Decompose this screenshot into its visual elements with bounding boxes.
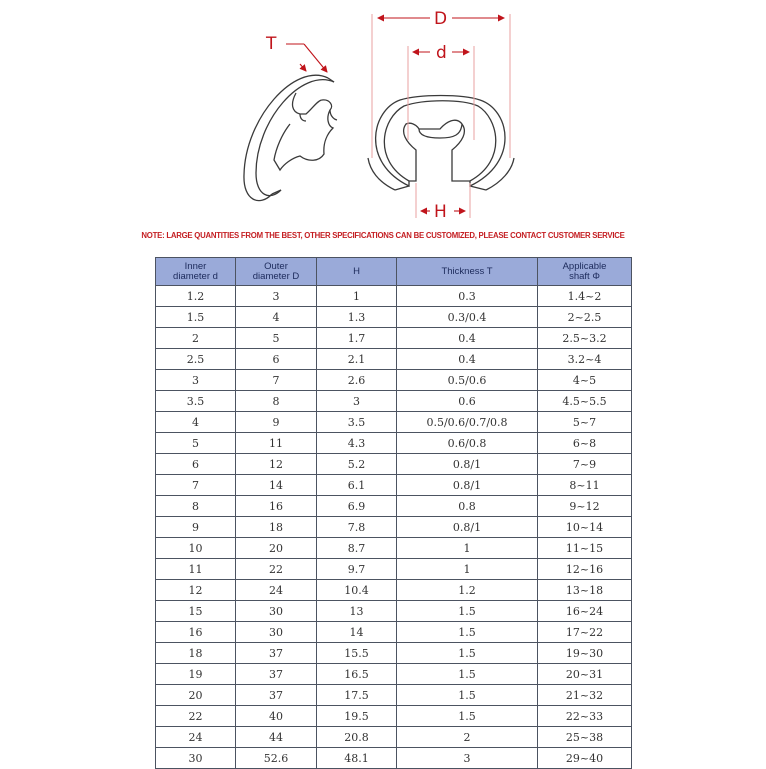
cell-outer-diameter: 14 bbox=[236, 475, 317, 496]
cell-h: 2.1 bbox=[317, 349, 397, 370]
cell-inner-diameter: 2.5 bbox=[156, 349, 236, 370]
cell-thickness: 0.4 bbox=[397, 328, 538, 349]
cell-thickness: 0.3 bbox=[397, 286, 538, 307]
table-row bbox=[156, 706, 632, 727]
cell-h: 7.8 bbox=[317, 517, 397, 538]
cell-h: 20.8 bbox=[317, 727, 397, 748]
cell-applicable-shaft: 10~14 bbox=[538, 517, 632, 538]
cell-applicable-shaft: 21~32 bbox=[538, 685, 632, 706]
table-row bbox=[156, 286, 632, 307]
cell-inner-diameter: 1.5 bbox=[156, 307, 236, 328]
cell-inner-diameter: 6 bbox=[156, 454, 236, 475]
cell-h: 1.7 bbox=[317, 328, 397, 349]
cell-thickness: 0.4 bbox=[397, 349, 538, 370]
cell-h: 5.2 bbox=[317, 454, 397, 475]
table-row bbox=[156, 685, 632, 706]
cell-applicable-shaft: 16~24 bbox=[538, 601, 632, 622]
thickness-dimension bbox=[265, 34, 327, 72]
cell-thickness: 1.2 bbox=[397, 580, 538, 601]
cell-inner-diameter: 18 bbox=[156, 643, 236, 664]
table-row bbox=[156, 748, 632, 769]
table-row bbox=[156, 412, 632, 433]
cell-outer-diameter: 52.6 bbox=[236, 748, 317, 769]
table-row bbox=[156, 580, 632, 601]
cell-inner-diameter: 1.2 bbox=[156, 286, 236, 307]
cell-outer-diameter: 22 bbox=[236, 559, 317, 580]
cell-h: 3 bbox=[317, 391, 397, 412]
cell-h: 14 bbox=[317, 622, 397, 643]
cell-outer-diameter: 30 bbox=[236, 601, 317, 622]
table-row bbox=[156, 727, 632, 748]
table-row bbox=[156, 370, 632, 391]
cell-h: 13 bbox=[317, 601, 397, 622]
table-row bbox=[156, 559, 632, 580]
cell-h: 1.3 bbox=[317, 307, 397, 328]
cell-outer-diameter: 24 bbox=[236, 580, 317, 601]
cell-outer-diameter: 11 bbox=[236, 433, 317, 454]
cell-inner-diameter: 30 bbox=[156, 748, 236, 769]
cell-outer-diameter: 44 bbox=[236, 727, 317, 748]
cell-inner-diameter: 10 bbox=[156, 538, 236, 559]
table-row bbox=[156, 307, 632, 328]
cell-h: 2.6 bbox=[317, 370, 397, 391]
label-outer-d: D bbox=[434, 9, 448, 29]
table-row bbox=[156, 454, 632, 475]
e-clip-diagram bbox=[0, 0, 766, 228]
table-row bbox=[156, 517, 632, 538]
cell-inner-diameter: 9 bbox=[156, 517, 236, 538]
cell-outer-diameter: 20 bbox=[236, 538, 317, 559]
cell-applicable-shaft: 2.5~3.2 bbox=[538, 328, 632, 349]
cell-inner-diameter: 7 bbox=[156, 475, 236, 496]
table-row bbox=[156, 496, 632, 517]
cell-applicable-shaft: 11~15 bbox=[538, 538, 632, 559]
cell-thickness: 0.8 bbox=[397, 496, 538, 517]
cell-outer-diameter: 7 bbox=[236, 370, 317, 391]
cell-h: 6.9 bbox=[317, 496, 397, 517]
table-row bbox=[156, 349, 632, 370]
cell-thickness: 2 bbox=[397, 727, 538, 748]
cell-h: 19.5 bbox=[317, 706, 397, 727]
cell-applicable-shaft: 4.5~5.5 bbox=[538, 391, 632, 412]
header-applicable-shaft: Applicable shaft Φ bbox=[538, 258, 632, 286]
cell-outer-diameter: 18 bbox=[236, 517, 317, 538]
cell-outer-diameter: 16 bbox=[236, 496, 317, 517]
specification-table bbox=[155, 257, 632, 769]
table-row bbox=[156, 328, 632, 349]
h-dimension bbox=[416, 183, 470, 222]
cell-inner-diameter: 22 bbox=[156, 706, 236, 727]
cell-applicable-shaft: 6~8 bbox=[538, 433, 632, 454]
cell-outer-diameter: 3 bbox=[236, 286, 317, 307]
cell-inner-diameter: 4 bbox=[156, 412, 236, 433]
cell-outer-diameter: 37 bbox=[236, 664, 317, 685]
inner-diameter-dimension bbox=[408, 43, 474, 140]
cell-h: 9.7 bbox=[317, 559, 397, 580]
cell-applicable-shaft: 13~18 bbox=[538, 580, 632, 601]
cell-applicable-shaft: 29~40 bbox=[538, 748, 632, 769]
table-row bbox=[156, 601, 632, 622]
cell-thickness: 3 bbox=[397, 748, 538, 769]
cell-applicable-shaft: 22~33 bbox=[538, 706, 632, 727]
cell-applicable-shaft: 5~7 bbox=[538, 412, 632, 433]
cell-inner-diameter: 12 bbox=[156, 580, 236, 601]
label-h: H bbox=[434, 202, 447, 222]
cell-thickness: 1.5 bbox=[397, 706, 538, 727]
table-row bbox=[156, 538, 632, 559]
table-row bbox=[156, 664, 632, 685]
cell-inner-diameter: 16 bbox=[156, 622, 236, 643]
header-thickness: Thickness T bbox=[397, 258, 538, 286]
cell-inner-diameter: 11 bbox=[156, 559, 236, 580]
cell-h: 4.3 bbox=[317, 433, 397, 454]
cell-outer-diameter: 12 bbox=[236, 454, 317, 475]
cell-inner-diameter: 5 bbox=[156, 433, 236, 454]
cell-thickness: 0.8/1 bbox=[397, 517, 538, 538]
cell-inner-diameter: 19 bbox=[156, 664, 236, 685]
cell-inner-diameter: 3 bbox=[156, 370, 236, 391]
cell-thickness: 0.5/0.6/0.7/0.8 bbox=[397, 412, 538, 433]
label-t: T bbox=[266, 34, 277, 54]
cell-applicable-shaft: 3.2~4 bbox=[538, 349, 632, 370]
table-row bbox=[156, 643, 632, 664]
e-clip-front-view bbox=[368, 96, 514, 191]
cell-applicable-shaft: 2~2.5 bbox=[538, 307, 632, 328]
cell-inner-diameter: 2 bbox=[156, 328, 236, 349]
cell-applicable-shaft: 8~11 bbox=[538, 475, 632, 496]
label-inner-d: d bbox=[436, 43, 447, 63]
header-inner-diameter: Inner diameter d bbox=[156, 258, 236, 286]
cell-thickness: 1.5 bbox=[397, 685, 538, 706]
cell-h: 10.4 bbox=[317, 580, 397, 601]
cell-thickness: 0.8/1 bbox=[397, 454, 538, 475]
table-row bbox=[156, 433, 632, 454]
cell-inner-diameter: 24 bbox=[156, 727, 236, 748]
cell-thickness: 0.3/0.4 bbox=[397, 307, 538, 328]
cell-h: 17.5 bbox=[317, 685, 397, 706]
cell-thickness: 1.5 bbox=[397, 643, 538, 664]
cell-h: 8.7 bbox=[317, 538, 397, 559]
cell-applicable-shaft: 7~9 bbox=[538, 454, 632, 475]
cell-h: 6.1 bbox=[317, 475, 397, 496]
cell-thickness: 1 bbox=[397, 559, 538, 580]
cell-outer-diameter: 30 bbox=[236, 622, 317, 643]
cell-applicable-shaft: 1.4~2 bbox=[538, 286, 632, 307]
table-row bbox=[156, 622, 632, 643]
customization-note: NOTE: LARGE QUANTITIES FROM THE BEST, OTHER SPECIFICATIONS CAN BE CUSTOMIZED, PLEASE CONTACT CUSTOMER SERVICE bbox=[141, 231, 625, 240]
cell-inner-diameter: 15 bbox=[156, 601, 236, 622]
cell-applicable-shaft: 12~16 bbox=[538, 559, 632, 580]
cell-thickness: 1 bbox=[397, 538, 538, 559]
cell-outer-diameter: 5 bbox=[236, 328, 317, 349]
cell-inner-diameter: 3.5 bbox=[156, 391, 236, 412]
cell-h: 15.5 bbox=[317, 643, 397, 664]
cell-thickness: 0.6 bbox=[397, 391, 538, 412]
cell-thickness: 1.5 bbox=[397, 664, 538, 685]
outer-diameter-dimension bbox=[372, 9, 510, 158]
cell-outer-diameter: 8 bbox=[236, 391, 317, 412]
cell-outer-diameter: 37 bbox=[236, 643, 317, 664]
cell-h: 16.5 bbox=[317, 664, 397, 685]
table-row bbox=[156, 475, 632, 496]
cell-applicable-shaft: 4~5 bbox=[538, 370, 632, 391]
cell-h: 3.5 bbox=[317, 412, 397, 433]
cell-applicable-shaft: 9~12 bbox=[538, 496, 632, 517]
table-row bbox=[156, 391, 632, 412]
header-outer-diameter: Outer diameter D bbox=[236, 258, 317, 286]
e-clip-side-view bbox=[244, 75, 337, 200]
cell-applicable-shaft: 25~38 bbox=[538, 727, 632, 748]
cell-thickness: 0.8/1 bbox=[397, 475, 538, 496]
cell-inner-diameter: 20 bbox=[156, 685, 236, 706]
cell-h: 48.1 bbox=[317, 748, 397, 769]
cell-outer-diameter: 9 bbox=[236, 412, 317, 433]
table-header-row bbox=[156, 258, 632, 286]
cell-thickness: 0.5/0.6 bbox=[397, 370, 538, 391]
cell-outer-diameter: 4 bbox=[236, 307, 317, 328]
header-h: H bbox=[317, 258, 397, 286]
cell-applicable-shaft: 20~31 bbox=[538, 664, 632, 685]
cell-h: 1 bbox=[317, 286, 397, 307]
cell-thickness: 1.5 bbox=[397, 622, 538, 643]
cell-outer-diameter: 6 bbox=[236, 349, 317, 370]
cell-applicable-shaft: 17~22 bbox=[538, 622, 632, 643]
cell-outer-diameter: 40 bbox=[236, 706, 317, 727]
cell-outer-diameter: 37 bbox=[236, 685, 317, 706]
cell-thickness: 1.5 bbox=[397, 601, 538, 622]
cell-inner-diameter: 8 bbox=[156, 496, 236, 517]
cell-thickness: 0.6/0.8 bbox=[397, 433, 538, 454]
cell-applicable-shaft: 19~30 bbox=[538, 643, 632, 664]
